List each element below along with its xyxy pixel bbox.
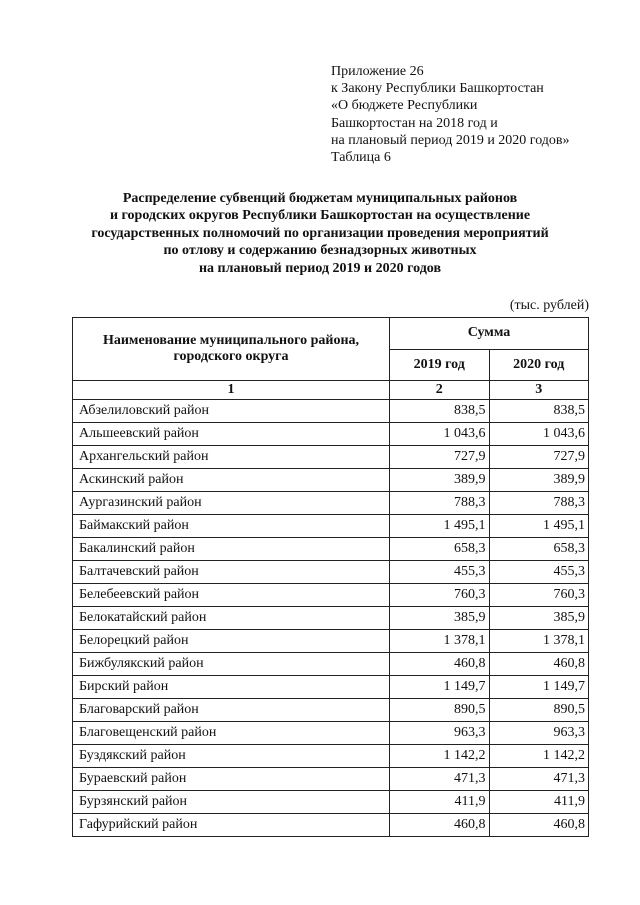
appendix-line: Башкортостан на 2018 год и [331, 115, 498, 131]
district-name: Бижбулякский район [73, 653, 390, 676]
value-2019: 760,3 [390, 584, 490, 607]
value-2020: 460,8 [489, 653, 589, 676]
table-row [73, 492, 589, 515]
district-name: Бирский район [73, 676, 390, 699]
appendix-line: на плановый период 2019 и 2020 годов» [331, 132, 570, 148]
table-row [73, 745, 589, 768]
table-row [73, 791, 589, 814]
table-row [73, 469, 589, 492]
value-2020: 658,3 [489, 538, 589, 561]
value-2019: 1 142,2 [390, 745, 490, 768]
value-2019: 890,5 [390, 699, 490, 722]
district-name: Благовещенский район [73, 722, 390, 745]
header-year-2020: 2020 год [489, 349, 589, 381]
appendix-line: Приложение 26 [331, 64, 424, 79]
value-2020: 788,3 [489, 492, 589, 515]
value-2020: 1 142,2 [489, 745, 589, 768]
district-name: Аскинский район [73, 469, 390, 492]
value-2020: 471,3 [489, 768, 589, 791]
district-name: Белокатайский район [73, 607, 390, 630]
table-row [73, 699, 589, 722]
column-number: 1 [73, 381, 390, 400]
value-2019: 1 378,1 [390, 630, 490, 653]
value-2020: 455,3 [489, 561, 589, 584]
table-row [73, 561, 589, 584]
value-2019: 389,9 [390, 469, 490, 492]
value-2020: 411,9 [489, 791, 589, 814]
district-name: Буздякский район [73, 745, 390, 768]
district-name: Балтачевский район [73, 561, 390, 584]
title-line: и городских округов Республики Башкортостан на осуществление [109, 208, 531, 224]
value-2019: 455,3 [390, 561, 490, 584]
district-name: Абзелиловский район [73, 400, 390, 423]
value-2019: 385,9 [390, 607, 490, 630]
table-row [73, 722, 589, 745]
table-row [73, 607, 589, 630]
appendix-line: «О бюджете Республики [331, 98, 478, 114]
value-2019: 727,9 [390, 446, 490, 469]
document-title [60, 190, 580, 277]
subsidy-table [72, 317, 589, 837]
value-2020: 389,9 [489, 469, 589, 492]
district-name: Альшеевский район [73, 423, 390, 446]
header-name: Наименование муниципального района, городского округа [73, 318, 390, 381]
value-2020: 460,8 [489, 814, 589, 837]
title-line: государственных полномочий по организации проведения мероприятий [91, 225, 549, 241]
header-year-2019: 2019 год [390, 349, 490, 381]
value-2019: 411,9 [390, 791, 490, 814]
district-name: Гафурийский район [73, 814, 390, 837]
table-row [73, 814, 589, 837]
value-2020: 727,9 [489, 446, 589, 469]
table-row [73, 538, 589, 561]
table-row [73, 630, 589, 653]
value-2019: 1 149,7 [390, 676, 490, 699]
district-name: Благоварский район [73, 699, 390, 722]
units-label: (тыс. рублей) [509, 298, 589, 313]
appendix-block [331, 63, 570, 166]
district-name: Белорецкий район [73, 630, 390, 653]
value-2019: 1 043,6 [390, 423, 490, 446]
title-line: по отлову и содержанию безнадзорных животных [163, 243, 477, 259]
value-2019: 460,8 [390, 814, 490, 837]
table-row [73, 515, 589, 538]
district-name: Бураевский район [73, 768, 390, 791]
column-number: 3 [489, 381, 589, 400]
table-row [73, 446, 589, 469]
value-2019: 460,8 [390, 653, 490, 676]
table-row [73, 423, 589, 446]
value-2019: 658,3 [390, 538, 490, 561]
value-2020: 1 378,1 [489, 630, 589, 653]
value-2020: 963,3 [489, 722, 589, 745]
value-2019: 1 495,1 [390, 515, 490, 538]
column-number: 2 [390, 381, 490, 400]
value-2020: 385,9 [489, 607, 589, 630]
table-row [73, 584, 589, 607]
table-row [73, 676, 589, 699]
header-sum: Сумма [390, 318, 589, 350]
table-row [73, 653, 589, 676]
value-2020: 1 043,6 [489, 423, 589, 446]
appendix-line: к Закону Республики Башкортостан [331, 81, 544, 97]
district-name: Архангельский район [73, 446, 390, 469]
district-name: Бакалинский район [73, 538, 390, 561]
district-name: Бурзянский район [73, 791, 390, 814]
appendix-line: Таблица 6 [331, 150, 391, 166]
value-2019: 963,3 [390, 722, 490, 745]
table-row [73, 400, 589, 423]
value-2019: 788,3 [390, 492, 490, 515]
title-line: на плановый период 2019 и 2020 годов [198, 260, 442, 276]
district-name: Баймакский район [73, 515, 390, 538]
value-2020: 890,5 [489, 699, 589, 722]
value-2020: 838,5 [489, 400, 589, 423]
value-2019: 471,3 [390, 768, 490, 791]
value-2020: 1 149,7 [489, 676, 589, 699]
table-row [73, 768, 589, 791]
value-2020: 1 495,1 [489, 515, 589, 538]
title-line: Распределение субвенций бюджетам муниципальных районов [122, 191, 518, 206]
value-2019: 838,5 [390, 400, 490, 423]
value-2020: 760,3 [489, 584, 589, 607]
district-name: Аургазинский район [73, 492, 390, 515]
district-name: Белебеевский район [73, 584, 390, 607]
